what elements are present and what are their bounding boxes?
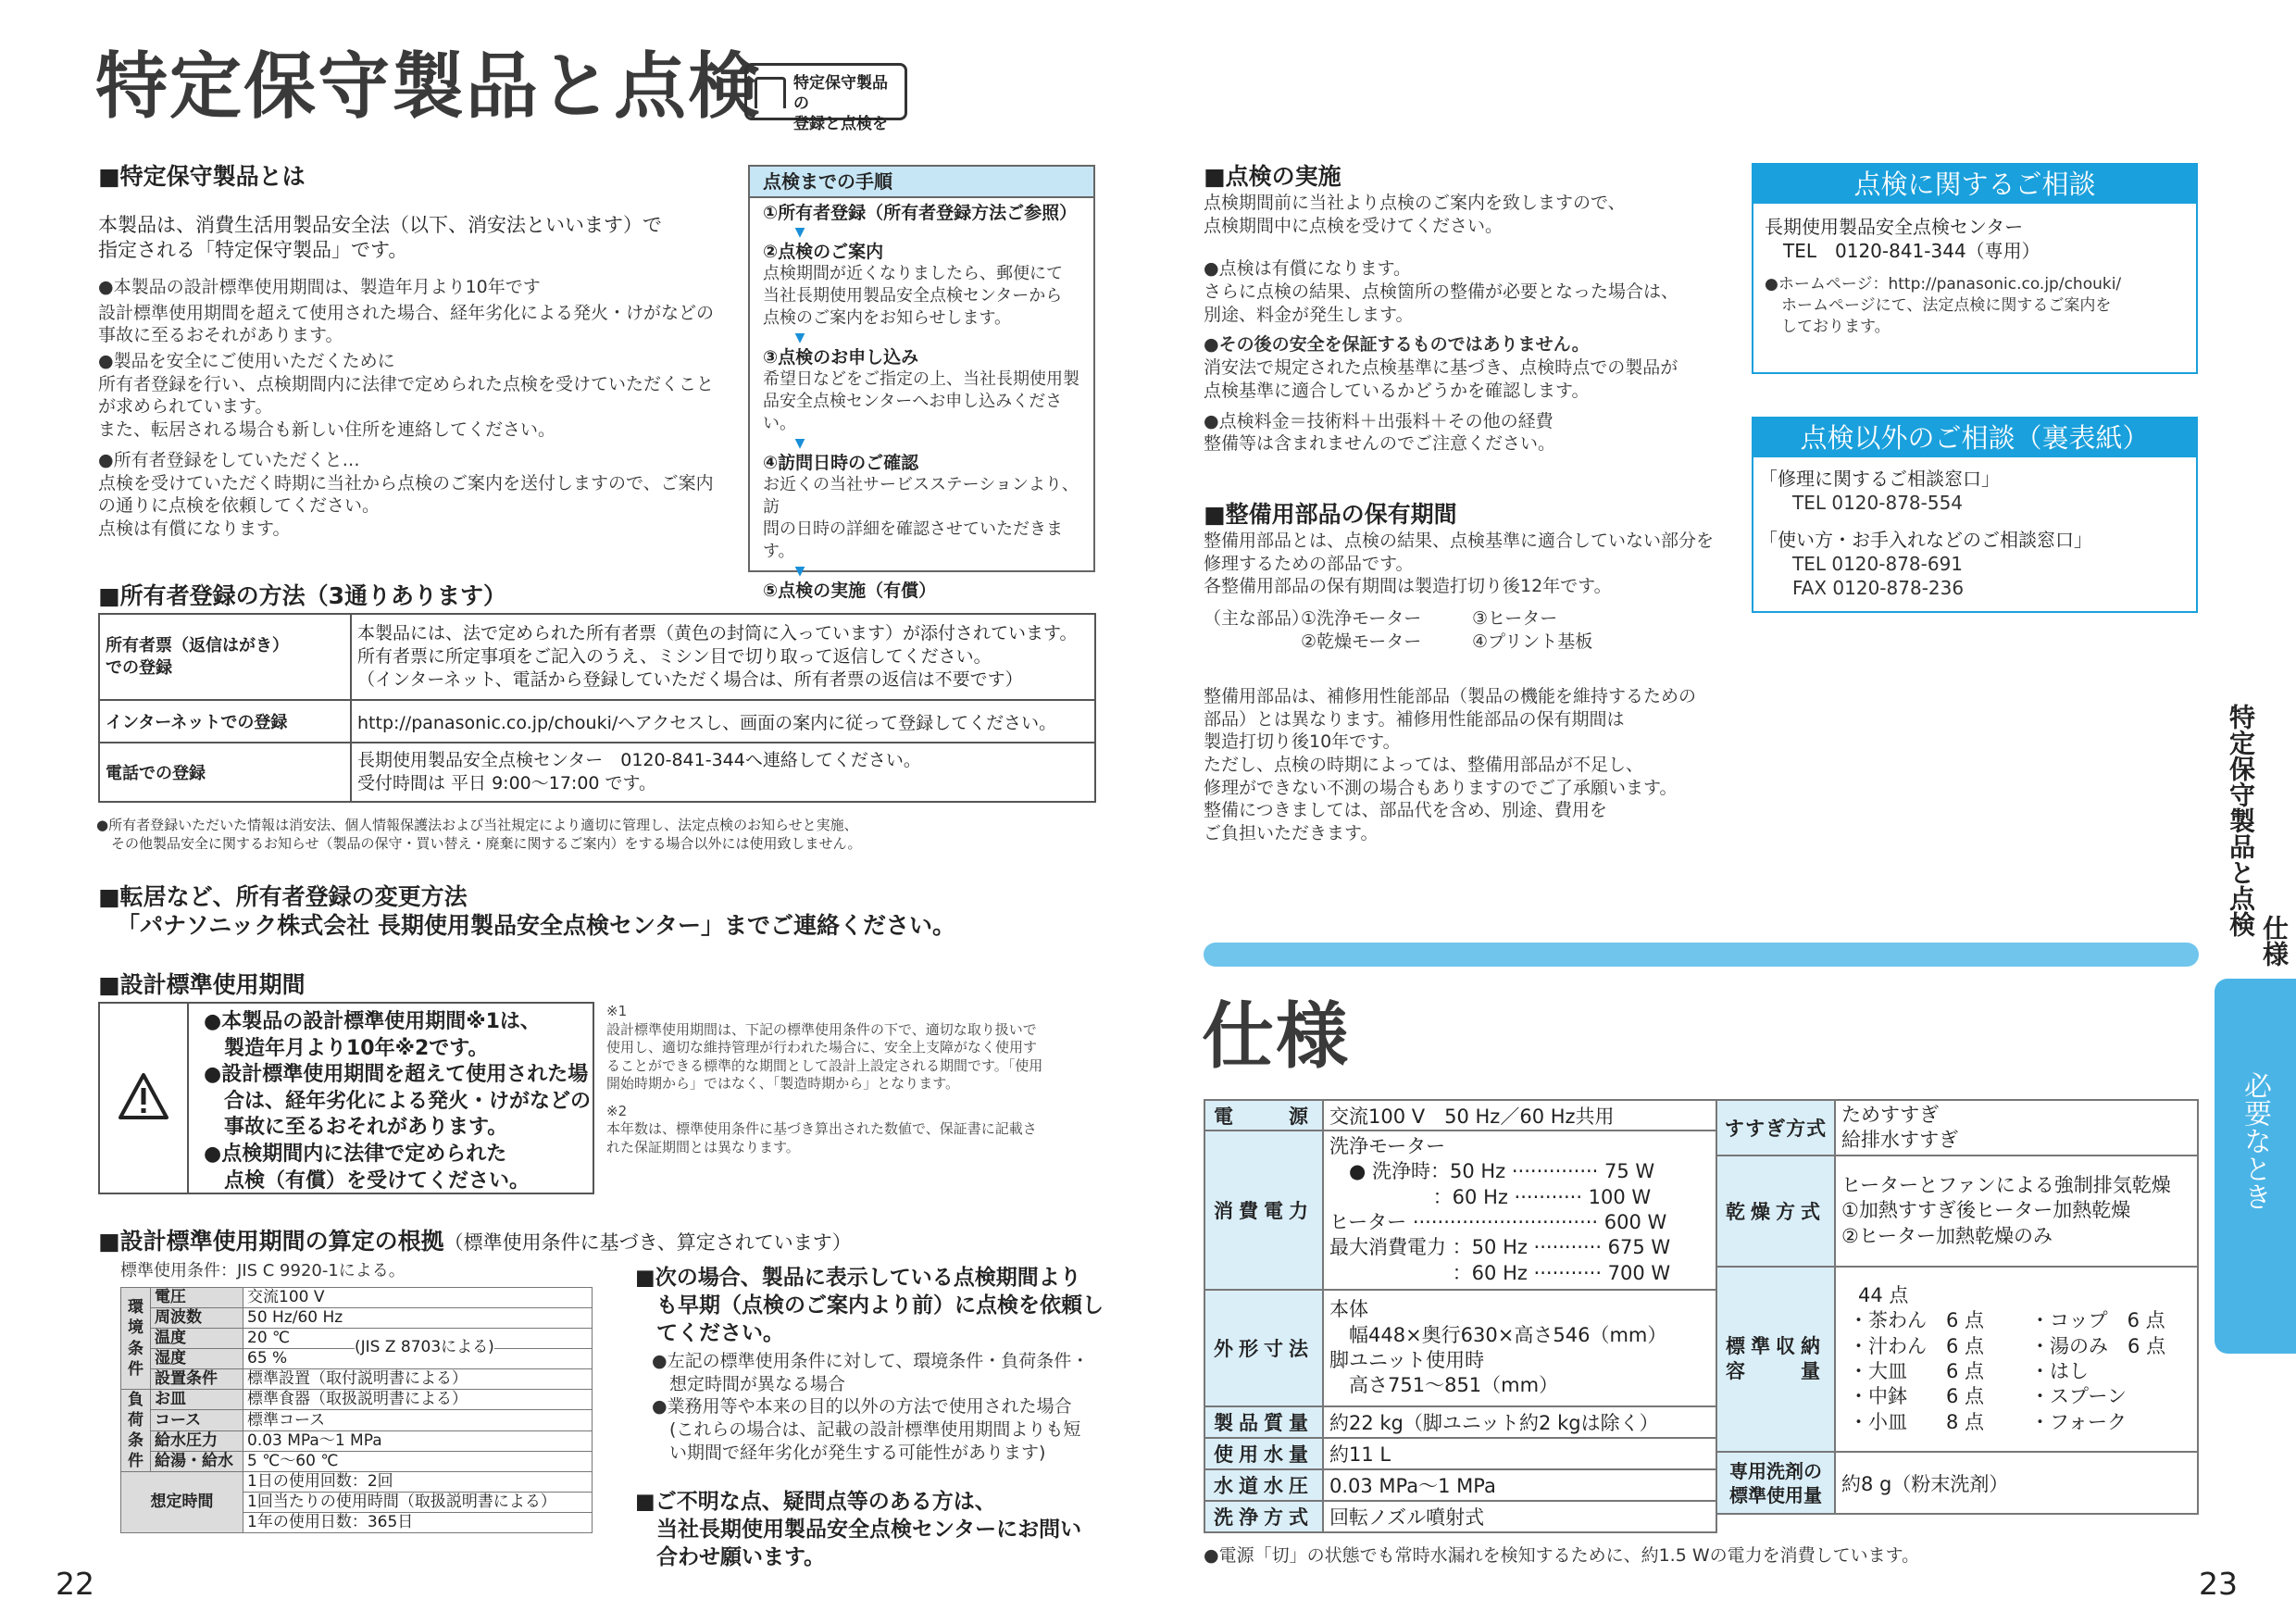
standby-note: ●電源「切」の状態でも常時水漏れを検知するために、約1.5 Wの電力を消費しています。 (1204, 1545, 1920, 1566)
design-life-box (98, 1002, 594, 1194)
footnotes: ※1 設計標準使用期間は、下記の標準使用条件の下で、適切な取り扱いで 使用し、適切な維持管理が行われた場合に、安全上支障がなく使用す ることができる標準的な期間として設計上設定される期間です。「使用 開始時期から」ではなく、「製造時期から」となります。 ※2 本年数は、標準使用条件に基づき算出された数値で、保証書に記載さ れた保証期間とは異なります。 (606, 1003, 1043, 1156)
procedure-step-text: 品安全点検センターへお申し込みください。 (763, 392, 1063, 433)
other-contact-box: 点検以外のご相談（裏表紙） 「修理に関するご相談窓口」 TEL 0120-878-554 「使い方・お手入れなどのご相談窓口」 TEL 0120-878-691 FAX 0120-878-236 (1752, 417, 2198, 613)
contact-title: 点検以外のご相談（裏表紙） (1753, 418, 2196, 457)
spec-title: 仕様 (1202, 995, 1351, 1079)
procedure-title: 点検までの手順 (750, 167, 1093, 198)
down-arrow-icon: ▼ (794, 331, 805, 345)
procedure-step-title: ②点検のご案内 (763, 242, 884, 262)
page-number-left: 22 (56, 1566, 94, 1602)
inspection-body: 点検期間前に当社より点検のご案内を致しますので、 点検期間中に点検を受けてください。 ●点検は有償になります。 さらに点検の結果、点検箇所の整備が必要となった場合は、 別途、料金が発生します。 ●その後の安全を保証するものではありません。 消安法で規定された点検基準に基づき、点検時点での製品が 点検基準に適合しているかどうかを確認します。 ●点検料金＝技術料＋出張料＋その他の経費 整備等は含まれませんのでご注意ください。 (1204, 193, 1679, 455)
contact-title: 点検に関するご相談 (1753, 165, 2196, 204)
side-tab-when-needed[interactable]: 必要なとき (2215, 979, 2296, 1354)
section-heading: ■ 特定保守製品とは (98, 162, 306, 193)
design-life-text: ●本製品の設計標準使用期間※1は、 製造年月より10年※2です。 ●設計標準使用期間を超えて使用された場 合は、経年劣化による発火・けがなどの 事故に至るおそれがあります。 ●点検期間内に法律で定められた 点検（有償）を受けてください。 (204, 1010, 592, 1193)
procedure-box (748, 165, 1095, 601)
section-divider (1204, 943, 2199, 967)
house-key-icon (755, 77, 786, 108)
parts-body: 整備用部品とは、点検の結果、点検基準に適合していない部分を 修理するための部品です。 各整備用部品の保有期間は製造打切り後12年です。 (1204, 531, 1715, 597)
page-number-right: 23 (2199, 1566, 2238, 1602)
early-inspection-heading: ■次の場合、製品に表示している点検期間より も早期（点検のご案内より前）に点検を依頼し てください。 (635, 1266, 1104, 1345)
section-heading: ■ 設計標準使用期間の算定の根拠（標準使用条件に基づき、算定されています） (98, 1227, 852, 1257)
move-contact-text: 「パナソニック株式会社 長期使用製品安全点検センター」までご連絡ください。 (117, 912, 955, 939)
warning-icon (118, 1072, 169, 1120)
side-tab-current[interactable]: 特定保守製品と点検 (2226, 704, 2256, 937)
section-heading: ■ 所有者登録の方法（3通りあります） (98, 581, 506, 612)
down-arrow-icon: ▼ (794, 564, 805, 579)
spec-table-left: 電 源 交流100 V 50 Hz／60 Hz共用 消費電力 洗浄モーター ● 洗浄時：50 Hz ·············· 75 W ：60 Hz ··········· 100 W ヒーター ······························ 600 W 最大消費電力 ：50 Hz ··········· 675 W ：60 Hz ··········· 700 W 外形寸法 本体 幅448×奥行630×高さ546（mm） 脚ユニット使用時 高さ751〜851（mm） 製品質量 約22 kg（脚ユニット約2 kgは除く） 使用水量 約11 L 水道水圧 0.03 MPa〜1 MPa 洗浄方式 回転ノズル噴射式 (1204, 1099, 1717, 1533)
procedure-step-text: 点検期間が近くなりましたら、郵便にて (763, 264, 1063, 283)
procedure-step-title: ⑤点検の実施（有償） (763, 581, 937, 601)
section-heading: ■ 点検の実施 (1204, 162, 1341, 193)
procedure-step-title: ③点検のお申し込み (763, 347, 919, 368)
side-tab-spec[interactable]: 仕様 (2259, 915, 2290, 967)
early-inspection-body: ●左記の標準使用条件に対して、環境条件・負荷条件・ 想定時間が異なる場合 ●業務用等や本来の目的以外の方法で使用された場合 (これらの場合は、記載の設計標準使用期間よりも短 い期間で経年劣化が発生する可能性があります) (652, 1351, 1090, 1463)
section-heading: ■ 整備用部品の保有期間 (1204, 500, 1457, 531)
down-arrow-icon: ▼ (794, 225, 805, 240)
procedure-step-title: ④訪問日時のご確認 (763, 453, 919, 473)
s1-body: ●本製品の設計標準使用期間は、製造年月より10年です 設計標準使用期間を超えて使用された場合、経年劣化による発火・けがなどの 事故に至るおそれがあります。 ●製品を安全にご使用いただくために 所有者登録を行い、点検期間内に法律で定められた点検を受けていただくこと が求められています。 また、転居される場合も新しい住所を連絡してください。 ●所有者登録をしていただくと… 点検を受けていただく時期に当社から点検のご案内を送付しますので、ご案内 の通りに点検を依頼してください。 点検は有償になります。 (98, 277, 715, 539)
down-arrow-icon: ▼ (794, 436, 805, 451)
procedure-step-text: 当社長期使用製品安全点検センターから (763, 286, 1063, 306)
inspection-contact-box: 点検に関するご相談 長期使用製品安全点検センター TEL 0120-841-344（専用） ●ホームページ：http://panasonic.co.jp/chouki/ ホームページにて、法定点検に関するご案内を しております。 (1752, 163, 2198, 374)
procedure-step-text: 希望日などをご指定の上、当社長期使用製 (763, 369, 1079, 389)
section-heading: ■ 転居など、所有者登録の変更方法 (98, 882, 468, 913)
parts-list: （主な部品） ①洗浄モーター ③ヒーター ②乾燥モーター ④プリント基板 (1204, 608, 1593, 652)
standard-condition: 標準使用条件：JIS C 9920-1による。 (120, 1261, 406, 1280)
spec-table-right: すすぎ方式 ためすすぎ 給排水すすぎ 乾燥方式 ヒーターとファンによる強制排気乾燥 ①加熱すすぎ後ヒーター加熱乾燥 ②ヒーター加熱乾燥のみ 標準収納 容 量 44 点 ・茶わん 6 点 ・汁わん 6 点 ・大皿 6 点 ・中鉢 6 点 ・小皿 8 点 ・コップ 6 点 ・湯のみ 6 点 ・はし ・スプーン ・フォーク 専用洗剤の 標準使用量 約8 g（粉末洗剤） (1716, 1099, 2199, 1515)
section-heading: ■ 設計標準使用期間 (98, 970, 306, 1001)
procedure-step-title: ①所有者登録（所有者登録方法ご参照） (763, 203, 1078, 223)
intro-text: 本製品は、消費生活用製品安全法（以下、消安法といいます）で 指定される「特定保守製品」です。 (98, 214, 662, 262)
registration-table: 所有者票（返信はがき） での登録 本製品には、法で定められた所有者票（黄色の封筒に入っています）が添付されています。 所有者票に所定事項をご記入のうえ、ミシン目で切り取って返信してください。 （インターネット、電話から登録していただく場合は、所有者票の返信は不要です） インターネットでの登録 http://panasonic.co.jp/chouki/へアクセスし、画面の案内に従って登録してください。 電話での登録 長期使用製品安全点検センター 0120-841-344へ連絡してください。 受付時間は 平日 9:00〜17:00 です。 (98, 613, 1096, 803)
parts-notes: 整備用部品は、補修用性能部品（製品の機能を維持するための 部品）とは異なります。補修用性能部品の保有期間は 製造打切り後10年です。 ただし、点検の時期によっては、整備用部品が不足し、 修理ができない不測の場合もありますのでご了承願います。 整備につきましては、部品代を含め、別途、費用を ご負担いただきます。 (1204, 686, 1697, 844)
conditions-table: 環 境 条 件 電圧 交流100 V 周波数 50 Hz/60 Hz 温度 20 ℃ (JIS Z 8703による) 湿度 65 % 設置条件 標準設置（取付説明書による） 負 荷 条 件 お皿 標準食器（取扱説明書による） コース 標準コース 給水圧力 0.03 MPa〜1 MPa 給湯・給水 5 ℃〜60 ℃ 想定時間 1日の使用回数：2回 1回当たりの使用時間（取扱説明書による） 1年の使用日数：365日 (120, 1287, 593, 1533)
inquiry-text: ■ご不明な点、疑問点等のある方は、 当社長期使用製品安全点検センターにお問い 合わせ願います。 (635, 1490, 1082, 1569)
page-title: 特定保守製品と点検 (95, 45, 763, 129)
procedure-step-text: お近くの当社サービスステーションより、訪 (763, 475, 1079, 517)
procedure-step-text: 問の日時の詳細を確認させていただきます。 (763, 519, 1063, 561)
registration-badge: 特定保守製品の 登録と点検を (744, 63, 907, 120)
procedure-step-text: 点検のご案内をお知らせします。 (763, 308, 1012, 328)
privacy-note: ●所有者登録いただいた情報は消安法、個人情報保護法および当社規定により適切に管理し、法定点検のお知らせと実施、 その他製品安全に関するお知らせ（製品の保守・買い替え・廃棄に関するご案内）をする場合以外には使用致しません。 (96, 817, 862, 852)
